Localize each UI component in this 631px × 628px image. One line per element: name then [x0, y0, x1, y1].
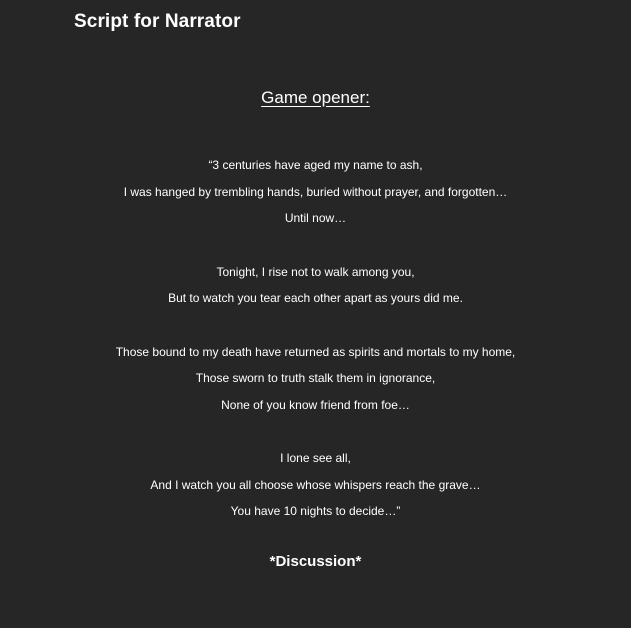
- stanza-1: [0, 152, 631, 232]
- script-line: Tonight, I rise not to walk among you,: [216, 264, 415, 279]
- script-line: “3 centuries have aged my name to ash,: [208, 158, 423, 172]
- document-title: Script for Narrator: [74, 11, 241, 32]
- script-line: You have 10 nights to decide…”: [230, 504, 401, 518]
- discussion-heading: *Discussion*: [269, 553, 362, 570]
- script-line: Until now…: [284, 211, 347, 225]
- script-line: And I watch you all choose whose whispers reach the grave…: [150, 477, 481, 492]
- stanza-2: [0, 259, 631, 312]
- stanza-3: [0, 339, 631, 419]
- section-heading-game-opener: Game opener:: [261, 88, 370, 107]
- stanza-4: [0, 445, 631, 525]
- script-line: Those sworn to truth stalk them in ignorance,: [195, 371, 436, 385]
- script-line: But to watch you tear each other apart as yours did me.: [168, 291, 463, 305]
- script-line: None of you know friend from foe…: [221, 397, 410, 412]
- script-line: I lone see all,: [280, 451, 351, 465]
- script-line: I was hanged by trembling hands, buried without prayer, and forgotten…: [123, 184, 508, 199]
- script-line: Those bound to my death have returned as spirits and mortals to my home,: [115, 344, 516, 359]
- narrator-script-body: [0, 152, 631, 552]
